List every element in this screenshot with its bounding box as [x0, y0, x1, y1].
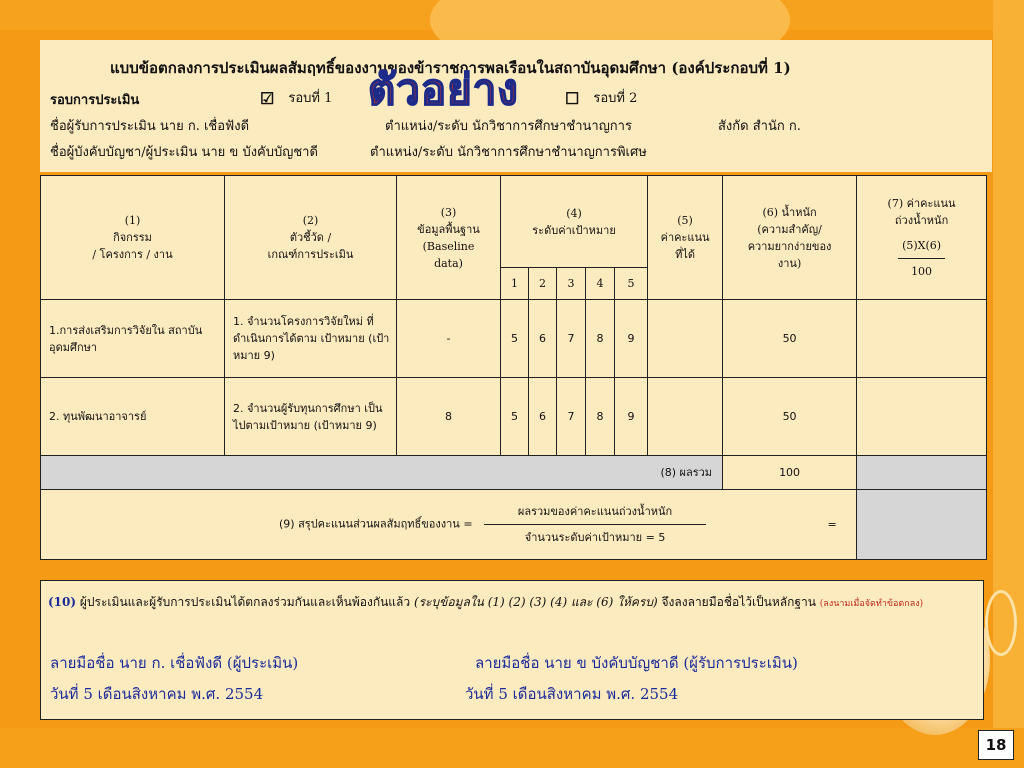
indicator-cell: 2. จำนวนผู้รับทุนการศึกษา เป็นไปตามเป้าหมาย (เป้าหมาย 9) — [225, 378, 397, 456]
round-label: รอบการประเมิน — [50, 93, 140, 108]
agreement-note — [48, 593, 923, 612]
background-bottom-band — [0, 728, 1024, 768]
level-header: 3 — [557, 268, 586, 300]
summary-equals: = — [827, 517, 837, 531]
level-header: 2 — [529, 268, 557, 300]
score-cell[interactable] — [648, 378, 723, 456]
target-cell: 6 — [529, 300, 557, 378]
date-evaluatee: วันที่ 5 เดือนสิงหาคม พ.ศ. 2554 — [465, 685, 679, 703]
decorative-ring — [985, 590, 1017, 656]
total-weight: 100 — [723, 456, 857, 490]
unchecked-checkbox-icon[interactable]: ☐ — [565, 89, 580, 108]
weight-cell: 50 — [723, 300, 857, 378]
target-cell: 8 — [586, 300, 615, 378]
evaluatee-position: ตำแหน่ง/ระดับ นักวิชาการศึกษาชำนาญการ — [385, 119, 632, 134]
target-cell: 9 — [615, 378, 648, 456]
round-2-option[interactable] — [565, 87, 637, 108]
target-cell: 9 — [615, 300, 648, 378]
table-row — [41, 378, 987, 456]
summary-formula: $\frac{\text{ผลรวมของค่าคะแนนถ่วงน้ำหนัก}}{\text{จำนวนระดับค่าเป้าหมาย = 5}}$ — [484, 503, 706, 546]
header-indicator: (2) ตัวชี้วัด / เกณฑ์การประเมิน — [225, 176, 397, 300]
level-header: 1 — [501, 268, 529, 300]
target-cell: 5 — [501, 378, 529, 456]
total-weighted-cell — [857, 456, 987, 490]
target-cell: 7 — [557, 300, 586, 378]
target-cell: 7 — [557, 378, 586, 456]
evaluatee-name: ชื่อผู้รับการประเมิน นาย ก. เชื่อฟังดี — [50, 119, 250, 134]
weighted-score-cell[interactable] — [857, 300, 987, 378]
total-row — [41, 456, 987, 490]
evaluator-name: ชื่อผู้บังคับบัญชา/ผู้ประเมิน นาย ข บังคับบัญชาดี — [50, 145, 318, 160]
agreement-red-note: (ลงนามเมื่อจัดทำข้อตกลง) — [819, 599, 924, 609]
round-2-label: รอบที่ 2 — [593, 91, 638, 106]
indicator-cell: 1. จำนวนโครงการวิจัยใหม่ ที่ดำเนินการได้ตาม เป้าหมาย (เป้าหมาย 9) — [225, 300, 397, 378]
signature-evaluator: ลายมือชื่อ นาย ก. เชื่อฟังดี (ผู้ประเมิน) — [50, 654, 299, 672]
evaluatee-affiliation: สังกัด สำนัก ก. — [718, 119, 801, 134]
checked-checkbox-icon[interactable]: ☑ — [260, 89, 275, 108]
page-number: 18 — [978, 730, 1014, 760]
level-header: 5 — [615, 268, 648, 300]
round-1-label: รอบที่ 1 — [288, 91, 333, 106]
total-label: (8) ผลรวม — [41, 456, 723, 490]
header-target-levels: (4) ระดับค่าเป้าหมาย — [501, 176, 648, 268]
baseline-cell: - — [397, 300, 501, 378]
summary-cell — [41, 490, 857, 560]
summary-result-cell[interactable] — [857, 490, 987, 560]
table-row — [41, 300, 987, 378]
header-baseline: (3) ข้อมูลพื้นฐาน (Baseline data) — [397, 176, 501, 300]
header-score: (5) ค่าคะแนน ที่ได้ — [648, 176, 723, 300]
header-weight: (6) น้ำหนัก (ความสำคัญ/ ความยากง่ายของ งาน) — [723, 176, 857, 300]
sample-stamp: ตัวอย่าง — [368, 65, 519, 114]
agreement-number: (10) — [48, 595, 77, 609]
target-cell: 6 — [529, 378, 557, 456]
weighted-score-cell[interactable] — [857, 378, 987, 456]
level-header: 4 — [586, 268, 615, 300]
agreement-text: ผู้ประเมินและผู้รับการประเมินได้ตกลงร่วมกันและเห็นพ้องกันแล้ว — [79, 595, 411, 609]
evaluator-position: ตำแหน่ง/ระดับ นักวิชาการศึกษาชำนาญการพิเศษ — [370, 145, 647, 160]
header-weighted-score: (7) ค่าคะแนน ถ่วงน้ำหนัก $\frac{(5)X(6)}{100}$ — [857, 176, 987, 300]
baseline-cell: 8 — [397, 378, 501, 456]
weight-cell: 50 — [723, 378, 857, 456]
signature-evaluatee: ลายมือชื่อ นาย ข บังคับบัญชาดี (ผู้รับการประเมิน) — [475, 654, 798, 672]
activity-cell: 2. ทุนพัฒนาอาจารย์ — [41, 378, 225, 456]
activity-cell: 1.การส่งเสริมการวิจัยใน สถาบันอุดมศึกษา — [41, 300, 225, 378]
assessment-table — [40, 175, 987, 560]
summary-label: (9) สรุปคะแนนส่วนผลสัมฤทธิ์ของงาน = — [279, 517, 473, 531]
form-title: แบบข้อตกลงการประเมินผลสัมฤทธิ์ของงานของข้าราชการพลเรือนในสถาบันอุดมศึกษา (องค์ประกอบที่ 1) — [110, 59, 791, 77]
target-cell: 5 — [501, 300, 529, 378]
date-evaluator: วันที่ 5 เดือนสิงหาคม พ.ศ. 2554 — [50, 685, 264, 703]
agreement-italic: (ระบุข้อมูลใน (1) (2) (3) (4) และ (6) ให้ครบ) — [413, 595, 658, 609]
summary-row — [41, 490, 987, 560]
round-1-option[interactable] — [260, 87, 332, 108]
header-activity: (1) กิจกรรม / โครงการ / งาน — [41, 176, 225, 300]
target-cell: 8 — [586, 378, 615, 456]
score-cell[interactable] — [648, 300, 723, 378]
agreement-text-2: จึงลงลายมือชื่อไว้เป็นหลักฐาน — [661, 595, 816, 609]
